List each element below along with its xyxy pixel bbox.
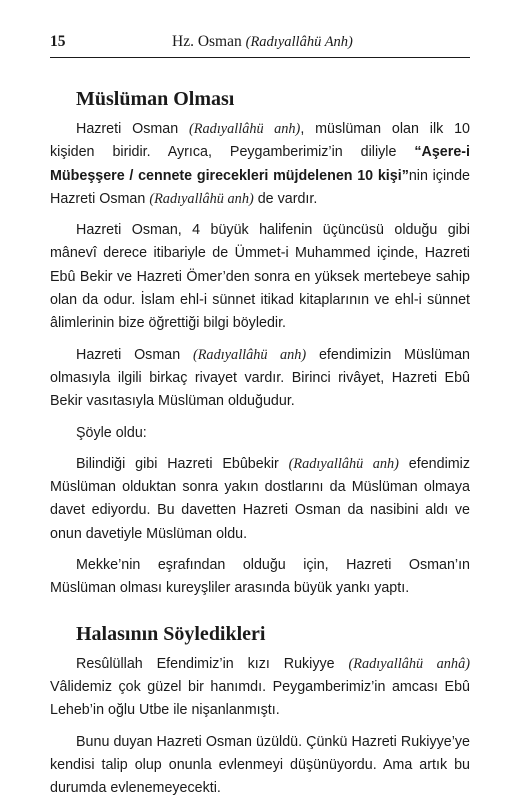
text-run: , müslüman olan ilk 10 kişiden biridir. Ayrıca, Peygamberimiz’in diliyle xyxy=(50,121,470,161)
header-rule xyxy=(50,57,470,58)
paragraph xyxy=(50,344,470,414)
text-run: Resûlüllah Efendimiz’in kızı Rukiyye xyxy=(76,655,349,672)
honorific: (Radıyallâhü anhâ) xyxy=(348,655,470,672)
text-run: nin içinde Hazreti Osman xyxy=(50,167,470,207)
book-title: Hz. Osman xyxy=(172,33,242,50)
paragraph: Bunu duyan Hazreti Osman üzüldü. Çünkü Hazreti Rukiyye’ye kendisi talip olup onunla evlenmeyi düşünüyordu. Ama artık bu durumda evlenemeyecekti. xyxy=(50,733,470,797)
paragraph xyxy=(50,653,470,723)
text-run: Hazreti Osman xyxy=(76,121,190,137)
bold-phrase: “Aşere-i Mübeşşere / cennete girecekleri müjdelenen 10 kişi” xyxy=(50,144,470,184)
title-honorific: (Radıyallâhü Anh) xyxy=(245,34,353,50)
paragraph: Şöyle oldu: xyxy=(76,424,147,441)
text-run: efendimizin Müslüman olmasıyla ilgili birkaç rivayet vardır. Birinci rivâyet, Hazreti Ebû Bekir vasıtasıyla Müslüman olduğudur. xyxy=(50,346,470,410)
paragraph: Mekke’nin eşrafından olduğu için, Hazreti Osman’ın Müslüman olması kureyşliler arasında büyük yankı yaptı. xyxy=(50,557,470,597)
paragraph: Hazreti Osman, 4 büyük halifenin üçüncüsü olduğu gibi mânevî derece itibariyle de Ümmet-i Muhammed içinde, Hazreti Ebû Bekir ve Hazreti Ömer’den sonra en yüksek mertebeye sahip olan da odur. İslam ehl-i sünnet itikad kitaplarının ve ehl-i sünnet âlimlerinin bize öğrettiği bilgi böyledir. xyxy=(50,222,470,332)
text-run: de vardır. xyxy=(253,190,318,207)
paragraph xyxy=(50,118,470,211)
page-body xyxy=(50,86,470,808)
honorific: (Radıyallâhü anh) xyxy=(149,190,254,207)
honorific: (Radıyallâhü anh) xyxy=(288,455,399,472)
text-run: Vâlidemiz çok güzel bir hanımdı. Peygamberimiz’in amcası Ebû Leheb’in oğlu Utbe ile nişanlanmıştı. xyxy=(50,678,470,719)
text-run: efendimiz Müslüman olduktan sonra yakın dostlarını da Müslüman olmaya davet ediyordu. Bu davetten Hazreti Osman da nasibini aldı ve onun davetiyle Müslüman oldu. xyxy=(50,455,470,542)
section-heading: Halasının Söyledikleri xyxy=(76,622,266,645)
paragraph xyxy=(50,453,470,546)
page-number: 15 xyxy=(50,33,66,50)
text-run: Bilindiği gibi Hazreti Ebûbekir xyxy=(76,455,289,472)
honorific: (Radıyallâhü anh) xyxy=(192,346,307,363)
running-header xyxy=(50,31,470,55)
honorific: (Radıyallâhü anh) xyxy=(189,121,301,137)
text-run: Hazreti Osman xyxy=(76,346,193,363)
section-heading: Müslüman Olması xyxy=(76,88,235,110)
running-title xyxy=(172,33,353,51)
